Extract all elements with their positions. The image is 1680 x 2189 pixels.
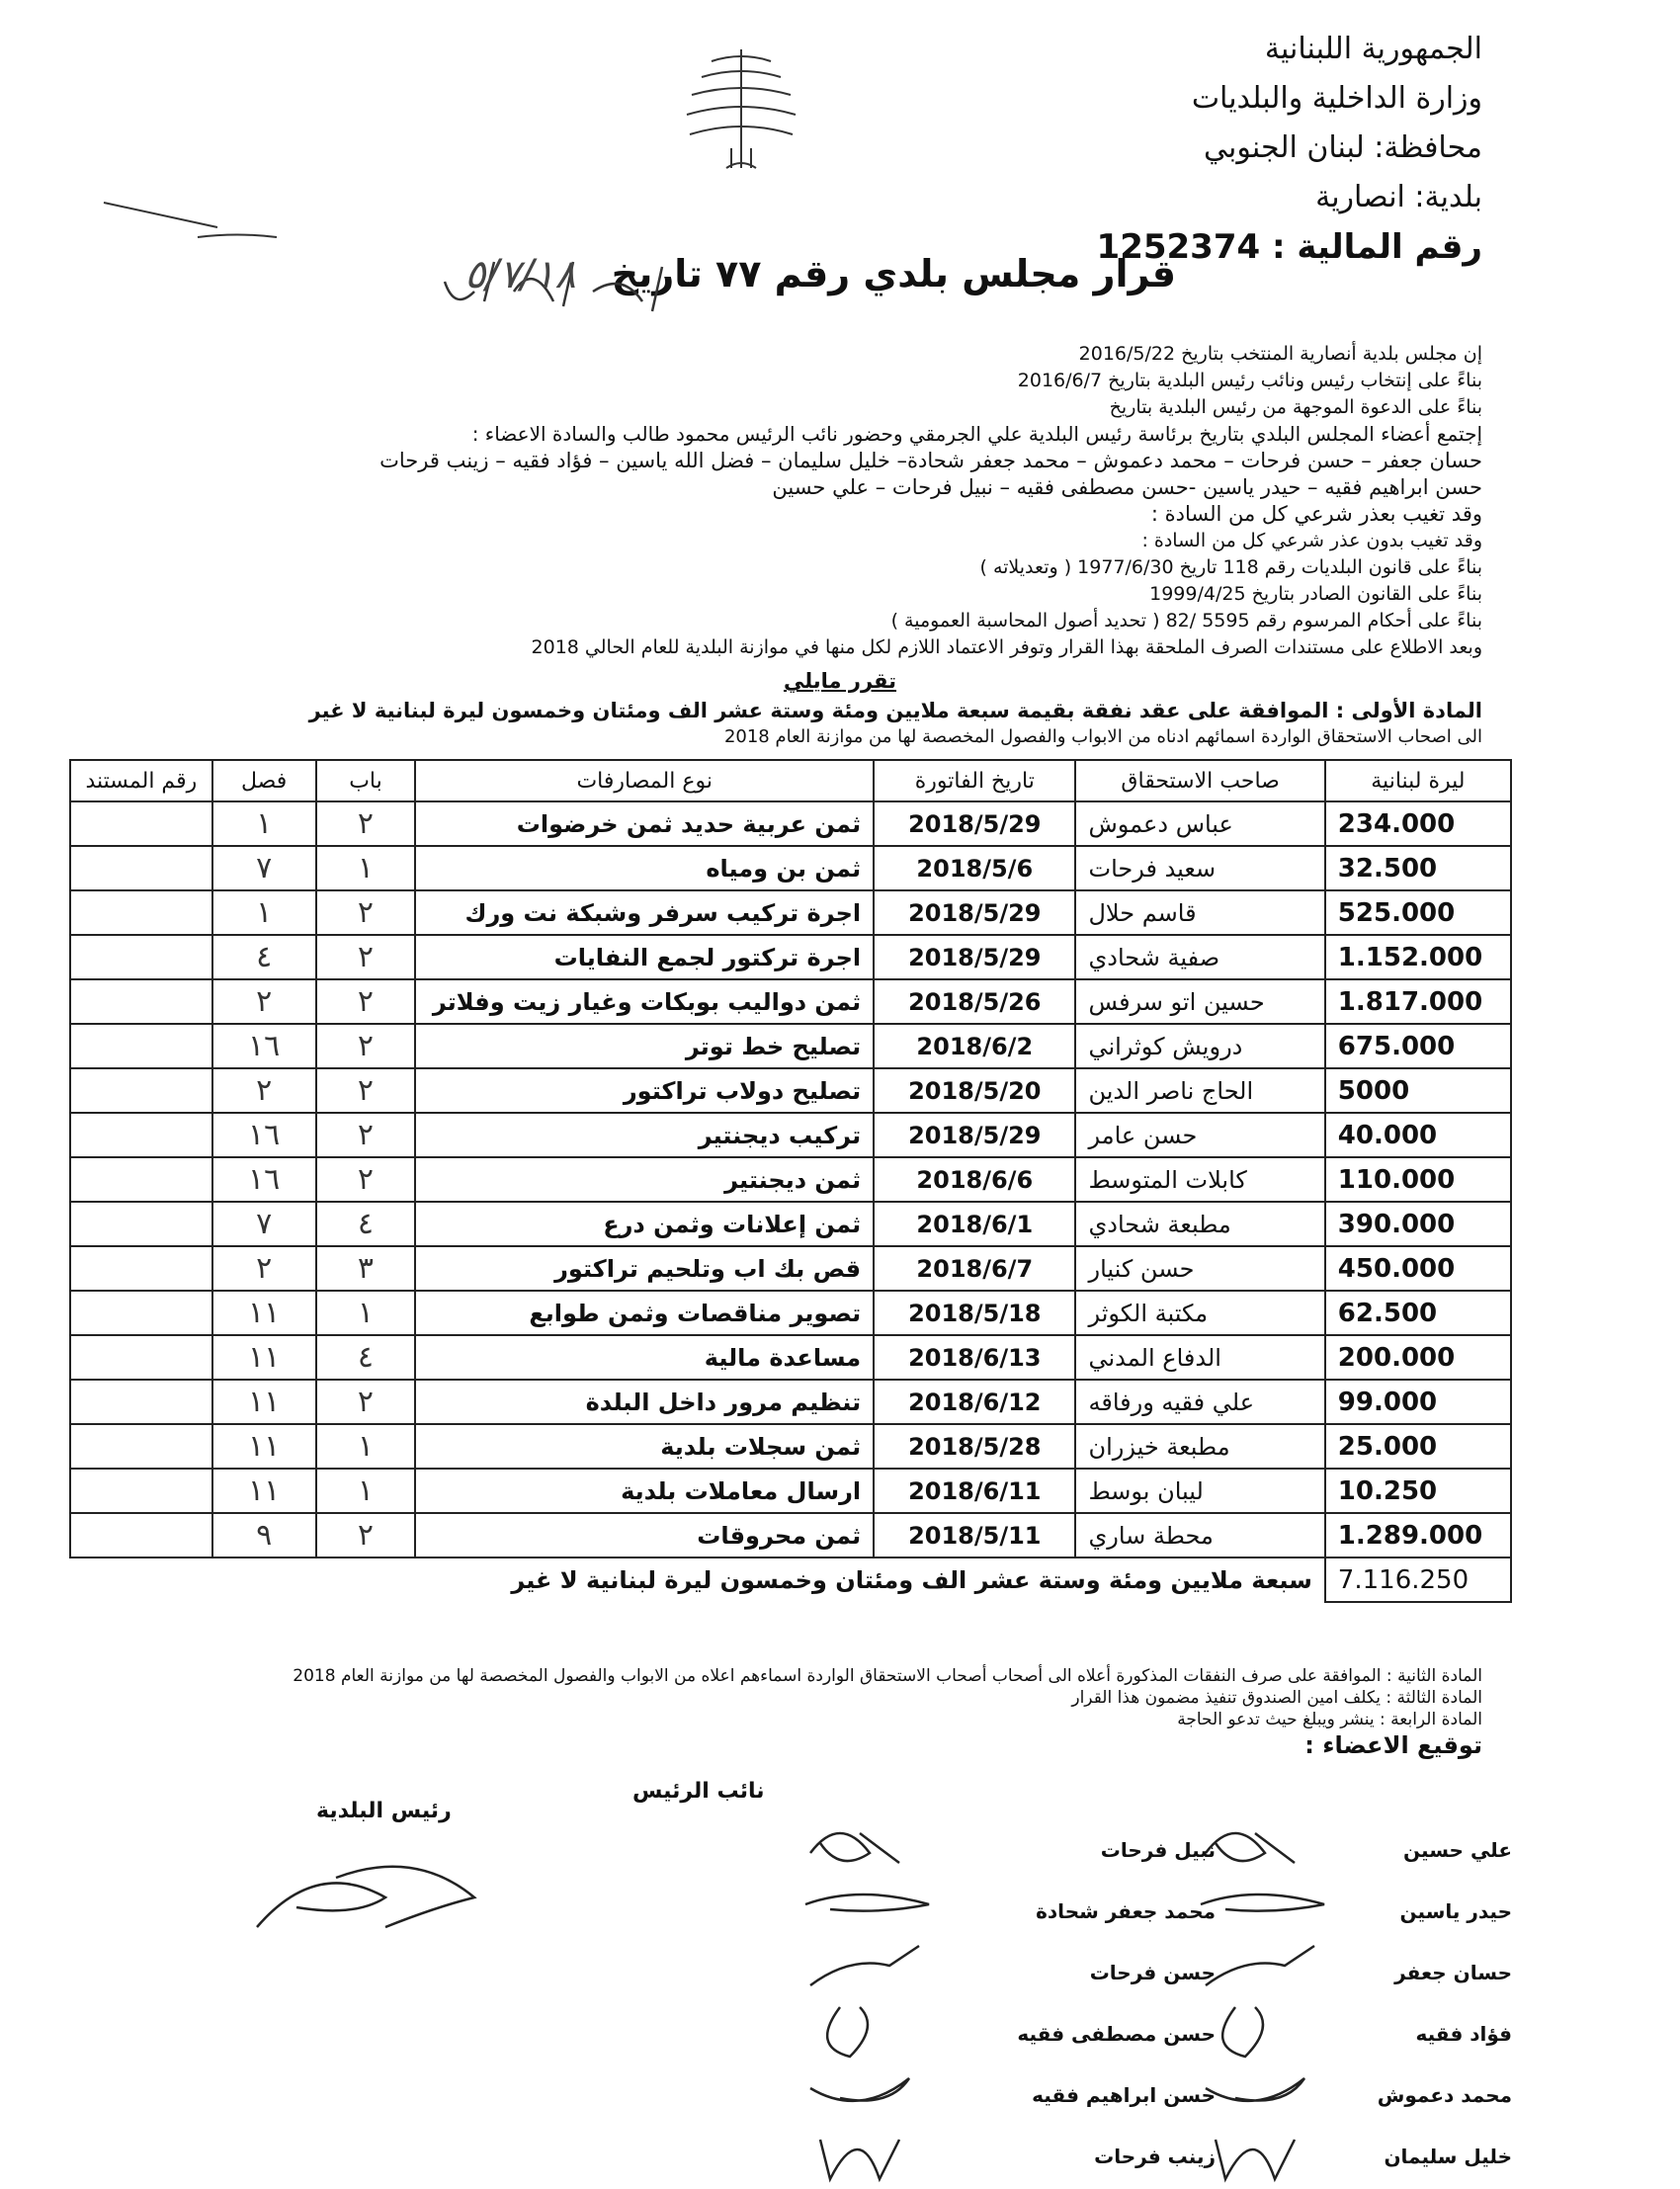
document-number-cell: [70, 1513, 212, 1558]
expense-type-cell: اجرة تركيب سرفر وشبكة نت ورك: [415, 890, 874, 935]
expense-type-cell: تصليح خط توتر: [415, 1024, 874, 1068]
section-cell: ١٦: [212, 1157, 316, 1202]
amount-cell: 99.000: [1325, 1380, 1511, 1424]
article-four: المادة الرابعة : ينشر ويبلغ حيث تدعو الحاجة: [1177, 1710, 1482, 1729]
expense-type-cell: تصوير مناقصات وثمن طوابع: [415, 1291, 874, 1335]
amount-cell: 200.000: [1325, 1335, 1511, 1380]
payee-cell: حسين اتو سرفس: [1075, 979, 1324, 1024]
expense-table: [69, 759, 1512, 1603]
preamble-line: وقد تغيب بعذر شرعي كل من السادة :: [1150, 502, 1482, 526]
document-number-cell: [70, 1424, 212, 1469]
total-amount: 7.116.250: [1325, 1558, 1511, 1602]
right-member-name: محمد دعموش: [1377, 2083, 1512, 2107]
document-number-cell: [70, 1113, 212, 1157]
expense-table-body: [70, 801, 1511, 1558]
mid-member-name: زينب فرحات: [1094, 2145, 1216, 2168]
expense-type-cell: ثمن ديجنتير: [415, 1157, 874, 1202]
amount-cell: 62.500: [1325, 1291, 1511, 1335]
preamble-line: بناءً على الدعوة الموجهة من رئيس البلدية بتاريخ: [1109, 396, 1482, 418]
article-two: المادة الثانية : الموافقة على صرف النفقات المذكورة أعلاه الى أصحاب أصحاب الاستحقاق الواردة اسماءهم اعلاه من الابواب والفصول المخصصة لها من موازنة العام 2018: [293, 1666, 1482, 1686]
municipality-name: بلدية: انصارية: [1315, 180, 1482, 214]
preamble-line: بناءً على القانون الصادر بتاريخ 1999/4/25: [1149, 583, 1482, 605]
section-cell: ٧: [212, 846, 316, 890]
mid-member-name: حسن ابراهيم فقيه: [1032, 2083, 1216, 2107]
chapter-cell: ١: [316, 846, 416, 890]
invoice-date-cell: 2018/5/20: [874, 1068, 1075, 1113]
chapter-cell: ٤: [316, 1202, 416, 1246]
preamble-line: إن مجلس بلدية أنصارية المنتخب بتاريخ 2016/5/22: [1078, 343, 1482, 365]
mid-member-name: محمد جعفر شحادة: [1036, 1899, 1216, 1923]
total-in-words: سبعة ملايين ومئة وستة عشر الف ومئتان وخمسون ليرة لبنانية لا غير: [511, 1566, 1312, 1594]
payee-cell: الحاج ناصر الدين: [1075, 1068, 1324, 1113]
mid-member-name: حسن فرحات: [1089, 1961, 1216, 1984]
chapter-cell: ٢: [316, 1380, 416, 1424]
amount-cell: 32.500: [1325, 846, 1511, 890]
right-member-signature-icon: [1196, 2120, 1354, 2189]
right-member-name: حسان جعفر: [1394, 1961, 1512, 1984]
table-row: [70, 846, 1511, 890]
expense-type-cell: تركيب ديجنتير: [415, 1113, 874, 1157]
col-section: فصل: [212, 760, 316, 801]
right-member-name: خليل سليمان: [1384, 2145, 1512, 2168]
section-cell: ١١: [212, 1380, 316, 1424]
table-row: [70, 1246, 1511, 1291]
chapter-cell: ٣: [316, 1246, 416, 1291]
section-cell: ٩: [212, 1513, 316, 1558]
section-cell: ١١: [212, 1335, 316, 1380]
section-cell: ٤: [212, 935, 316, 979]
invoice-date-cell: 2018/5/6: [874, 846, 1075, 890]
invoice-date-cell: 2018/5/28: [874, 1424, 1075, 1469]
cedar-emblem-icon: [672, 40, 810, 188]
chapter-cell: ٢: [316, 1024, 416, 1068]
chapter-cell: ٢: [316, 935, 416, 979]
expense-type-cell: قص بك اب وتلحيم تراكتور: [415, 1246, 874, 1291]
right-member-name: علي حسين: [1403, 1838, 1512, 1862]
preamble-final-line: [198, 634, 1482, 661]
col-amount: ليرة لبنانية: [1325, 760, 1511, 801]
mid-member-signature-icon: [800, 2120, 959, 2189]
section-cell: ٢: [212, 979, 316, 1024]
margin-scribble-icon: [99, 198, 296, 247]
section-cell: ١١: [212, 1291, 316, 1335]
document-number-cell: [70, 1469, 212, 1513]
handwritten-date: ٥/٧/١٨: [464, 252, 576, 297]
section-cell: ١١: [212, 1424, 316, 1469]
right-member-signature-icon: [1196, 1875, 1354, 1944]
chapter-cell: ٢: [316, 1513, 416, 1558]
payee-cell: محطة ساري: [1075, 1513, 1324, 1558]
mid-member-signature-icon: [800, 1997, 959, 2066]
table-row: [70, 1469, 1511, 1513]
table-header-row: [70, 760, 1511, 801]
expense-type-cell: ثمن عربية حديد ثمن خرضوات: [415, 801, 874, 846]
invoice-date-cell: 2018/5/18: [874, 1291, 1075, 1335]
table-row: [70, 1335, 1511, 1380]
expense-type-cell: مساعدة مالية: [415, 1335, 874, 1380]
preamble-line: بناءً على قانون البلديات رقم 118 تاريخ 1977/6/30 ( وتعديلاته ): [979, 556, 1482, 578]
payee-cell: مطبعة شحادي: [1075, 1202, 1324, 1246]
financial-number: 1252374: [1096, 227, 1261, 267]
expense-type-cell: ثمن محروقات: [415, 1513, 874, 1558]
expense-type-cell: ارسال معاملات بلدية: [415, 1469, 874, 1513]
mid-member-signature-icon: [800, 1936, 959, 2005]
amount-cell: 450.000: [1325, 1246, 1511, 1291]
invoice-date-cell: 2018/6/13: [874, 1335, 1075, 1380]
chapter-cell: ٤: [316, 1335, 416, 1380]
deputy-label: نائب الرئيس: [632, 1779, 765, 1804]
col-expense-type: نوع المصارفات: [415, 760, 874, 801]
closing-articles: [119, 1665, 1482, 1759]
governorate-name: محافظة: لبنان الجنوبي: [1204, 130, 1482, 165]
section-cell: ١٦: [212, 1024, 316, 1068]
invoice-date-cell: 2018/6/11: [874, 1469, 1075, 1513]
chapter-cell: ١: [316, 1424, 416, 1469]
document-number-cell: [70, 1202, 212, 1246]
table-row: [70, 1113, 1511, 1157]
mid-member-name: نبيل فرحات: [1100, 1838, 1216, 1862]
invoice-date-cell: 2018/5/26: [874, 979, 1075, 1024]
col-invoice-date: تاريخ الفاتورة: [874, 760, 1075, 801]
mid-member-signature-icon: [800, 1813, 959, 1883]
preamble-line: حسان جعفر – حسن فرحات – محمد دعموش – محمد جعفر شحادة– خليل سليمان – فضل الله ياسين – فؤاد فقيه – زينب قرحات: [379, 449, 1482, 472]
mayor-label: رئيس البلدية: [316, 1799, 452, 1823]
invoice-date-cell: 2018/5/29: [874, 935, 1075, 979]
amount-cell: 525.000: [1325, 890, 1511, 935]
col-document-number: رقم المستند: [70, 760, 212, 801]
document-number-cell: [70, 1380, 212, 1424]
amount-cell: 1.289.000: [1325, 1513, 1511, 1558]
document-number-cell: [70, 935, 212, 979]
expense-type-cell: تنظيم مرور داخل البلدة: [415, 1380, 874, 1424]
mid-member-signature-icon: [800, 1875, 959, 1944]
document-number-cell: [70, 1157, 212, 1202]
col-chapter: باب: [316, 760, 416, 801]
document-number-cell: [70, 1335, 212, 1380]
decision-title: قرار مجلس بلدي رقم ٧٧ تاريخ: [611, 252, 1176, 295]
right-member-signature-icon: [1196, 1997, 1354, 2066]
signatures-title: توقيع الاعضاء :: [1304, 1731, 1482, 1759]
preamble-line: حسن ابراهيم فقيه – حيدر ياسين -حسن مصطفى فقيه – نبيل فرحات – علي حسين: [772, 475, 1482, 499]
document-number-cell: [70, 846, 212, 890]
invoice-date-cell: 2018/5/11: [874, 1513, 1075, 1558]
preamble-line: بناءً على أحكام المرسوم رقم 5595 /82 ( تحديد أصول المحاسبة العمومية ): [890, 610, 1482, 631]
section-cell: ٢: [212, 1246, 316, 1291]
section-cell: ١: [212, 801, 316, 846]
expense-type-cell: ثمن بن ومياه: [415, 846, 874, 890]
republic-name: الجمهورية اللبنانية: [1264, 32, 1482, 66]
right-member-signature-icon: [1196, 1936, 1354, 2005]
chapter-cell: ٢: [316, 801, 416, 846]
expense-type-cell: ثمن سجلات بلدية: [415, 1424, 874, 1469]
table-row: [70, 935, 1511, 979]
invoice-date-cell: 2018/5/29: [874, 1113, 1075, 1157]
table-row: [70, 1024, 1511, 1068]
amount-cell: 110.000: [1325, 1157, 1511, 1202]
invoice-date-cell: 2018/6/6: [874, 1157, 1075, 1202]
section-cell: ١١: [212, 1469, 316, 1513]
payee-cell: كابلات المتوسط: [1075, 1157, 1324, 1202]
invoice-date-cell: 2018/5/29: [874, 890, 1075, 935]
payee-cell: حسن كنيار: [1075, 1246, 1324, 1291]
mayor-signature-icon: [237, 1838, 494, 1947]
table-row: [70, 1380, 1511, 1424]
table-row: [70, 979, 1511, 1024]
table-row: [70, 1068, 1511, 1113]
amount-cell: 1.817.000: [1325, 979, 1511, 1024]
section-cell: ٧: [212, 1202, 316, 1246]
preamble-line: وقد تغيب بدون عذر شرعي كل من السادة :: [1141, 530, 1482, 551]
invoice-date-cell: 2018/6/1: [874, 1202, 1075, 1246]
table-row: [70, 1513, 1511, 1558]
amount-cell: 1.152.000: [1325, 935, 1511, 979]
chapter-cell: ٢: [316, 979, 416, 1024]
invoice-date-cell: 2018/6/7: [874, 1246, 1075, 1291]
col-payee: صاحب الاستحقاق: [1075, 760, 1324, 801]
payee-cell: درويش كوثراني: [1075, 1024, 1324, 1068]
table-row: [70, 890, 1511, 935]
right-member-signature-icon: [1196, 2059, 1354, 2128]
invoice-date-cell: 2018/6/2: [874, 1024, 1075, 1068]
table-row: [70, 1291, 1511, 1335]
article-three: المادة الثالثة : يكلف امين الصندوق تنفيذ مضمون هذا القرار: [1071, 1688, 1482, 1708]
document-number-cell: [70, 1068, 212, 1113]
decision-body: [198, 666, 1482, 749]
chapter-cell: ٢: [316, 890, 416, 935]
amount-cell: 390.000: [1325, 1202, 1511, 1246]
mid-member-name: حسن مصطفى فقيه: [1017, 2022, 1216, 2046]
document-number-cell: [70, 1246, 212, 1291]
payee-cell: ليبان بوسط: [1075, 1469, 1324, 1513]
right-member-name: فؤاد فقيه: [1415, 2022, 1512, 2046]
decision-heading: تقرر مايلي: [783, 669, 897, 693]
decision-title-area: [425, 252, 1176, 321]
payee-cell: علي فقيه ورفاقه: [1075, 1380, 1324, 1424]
amount-cell: 234.000: [1325, 801, 1511, 846]
article-one: المادة الأولى : الموافقة على عقد نفقة بقيمة سبعة ملايين ومئة وستة عشر الف ومئتان وخمسون ليرة لبنانية لا غير: [308, 699, 1482, 722]
expense-type-cell: اجرة تركتور لجمع النفايات: [415, 935, 874, 979]
section-cell: ١٦: [212, 1113, 316, 1157]
preamble-line: وبعد الاطلاع على مستندات الصرف الملحقة بهذا القرار وتوفر الاعتماد اللازم لكل منها في موازنة البلدية للعام الحالي 2018: [531, 636, 1482, 658]
payee-cell: مطبعة خيزران: [1075, 1424, 1324, 1469]
payee-cell: حسن عامر: [1075, 1113, 1324, 1157]
amount-cell: 25.000: [1325, 1424, 1511, 1469]
payee-cell: صفية شحادي: [1075, 935, 1324, 979]
amount-cell: 675.000: [1325, 1024, 1511, 1068]
mid-member-signature-icon: [800, 2059, 959, 2128]
expense-type-cell: تصليح دولاب تراكتور: [415, 1068, 874, 1113]
chapter-cell: ١: [316, 1291, 416, 1335]
document-number-cell: [70, 979, 212, 1024]
document-number-cell: [70, 801, 212, 846]
amount-cell: 10.250: [1325, 1469, 1511, 1513]
financial-number-label: رقم المالية :: [1271, 227, 1482, 267]
expense-type-cell: ثمن إعلانات وثمن درع: [415, 1202, 874, 1246]
right-member-signature-icon: [1196, 1813, 1354, 1883]
payee-cell: سعيد فرحات: [1075, 846, 1324, 890]
preamble-line: إجتمع أعضاء المجلس البلدي بتاريخ برئاسة رئيس البلدية علي الجرمقي وحضور نائب الرئيس محمود طالب والسادة الاعضاء :: [471, 422, 1482, 446]
document-number-cell: [70, 1291, 212, 1335]
ministry-name: وزارة الداخلية والبلديات: [1191, 81, 1482, 116]
chapter-cell: ١: [316, 1469, 416, 1513]
expense-type-cell: ثمن دواليب بوبكات وغيار زيت وفلاتر: [415, 979, 874, 1024]
chapter-cell: ٢: [316, 1068, 416, 1113]
payee-cell: قاسم حلال: [1075, 890, 1324, 935]
article-one-continued: الى اصحاب الاستحقاق الواردة اسمائهم ادناه من الابواب والفصول المخصصة لها من موازنة العام 2018: [723, 726, 1482, 747]
right-member-name: حيدر ياسين: [1399, 1899, 1512, 1923]
invoice-date-cell: 2018/6/12: [874, 1380, 1075, 1424]
chapter-cell: ٢: [316, 1113, 416, 1157]
table-row: [70, 1202, 1511, 1246]
amount-cell: 5000: [1325, 1068, 1511, 1113]
payee-cell: عباس دعموش: [1075, 801, 1324, 846]
chapter-cell: ٢: [316, 1157, 416, 1202]
table-total-row: [70, 1558, 1511, 1602]
decision-preamble: [198, 341, 1482, 634]
section-cell: ١: [212, 890, 316, 935]
section-cell: ٢: [212, 1068, 316, 1113]
header-block: [968, 25, 1482, 272]
table-row: [70, 1157, 1511, 1202]
table-row: [70, 801, 1511, 846]
payee-cell: مكتبة الكوثر: [1075, 1291, 1324, 1335]
invoice-date-cell: 2018/5/29: [874, 801, 1075, 846]
document-number-cell: [70, 1024, 212, 1068]
payee-cell: الدفاع المدني: [1075, 1335, 1324, 1380]
document-number-cell: [70, 890, 212, 935]
table-row: [70, 1424, 1511, 1469]
preamble-line: بناءً على إنتخاب رئيس ونائب رئيس البلدية بتاريخ 2016/6/7: [1017, 370, 1482, 391]
amount-cell: 40.000: [1325, 1113, 1511, 1157]
